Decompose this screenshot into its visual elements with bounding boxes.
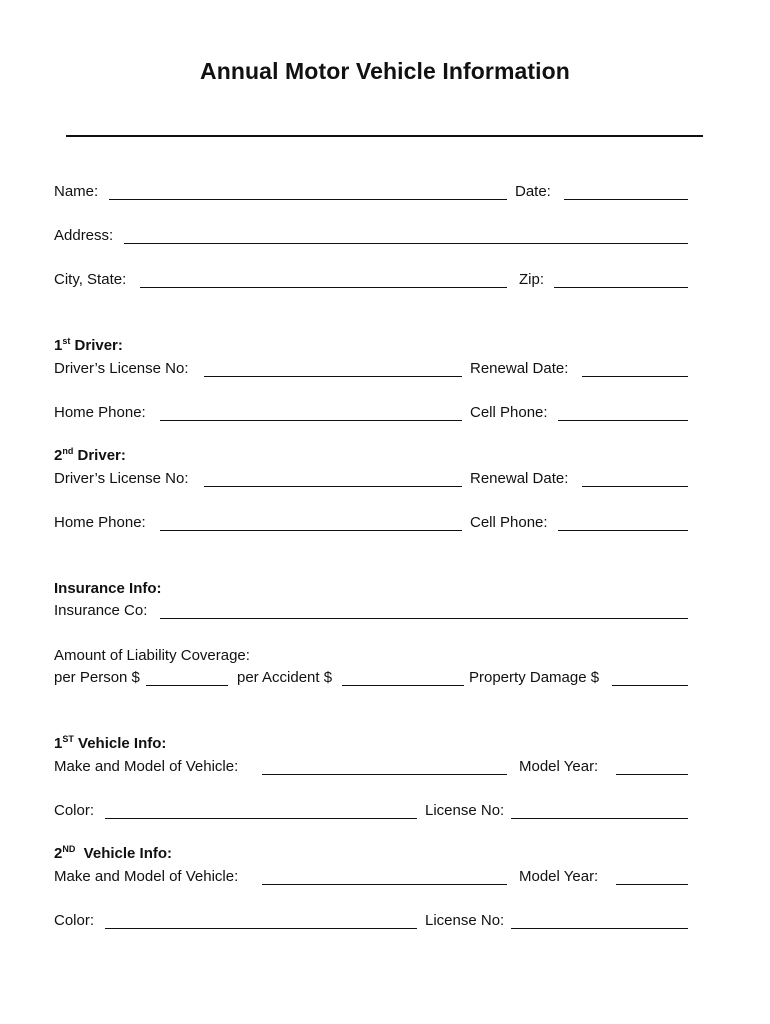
driver2-home-phone-field[interactable] [160,530,462,531]
vehicle2-license-field[interactable] [511,928,688,929]
vehicle2-model-year-label: Model Year: [519,868,599,885]
vehicle2-color-row [54,910,690,932]
vehicle1-color-row [54,800,690,822]
driver2-license-field[interactable] [204,486,462,487]
name-label: Name: [54,183,99,200]
per-person-field[interactable] [146,685,228,686]
vehicle1-license-label: License No: [425,802,505,819]
date-field[interactable] [564,199,688,200]
vehicle2-heading-text: Vehicle Info: [75,845,173,862]
date-label: Date: [515,183,551,200]
driver2-heading [54,445,126,467]
driver1-heading [54,335,123,357]
driver2-renewal-label: Renewal Date: [470,470,569,487]
driver2-heading-suffix: nd [62,446,74,456]
insurance-company-row [54,600,690,622]
driver2-heading-text: Driver: [73,447,126,464]
driver1-renewal-field[interactable] [582,376,688,377]
vehicle2-color-label: Color: [54,912,95,929]
address-label: Address: [54,227,114,244]
insurance-company-field[interactable] [160,618,688,619]
driver1-renewal-label: Renewal Date: [470,360,569,377]
vehicle1-model-year-field[interactable] [616,774,688,775]
per-person-label: per Person $ [54,669,140,686]
driver2-phone-row [54,512,690,534]
vehicle2-heading-suffix: ND [62,844,76,854]
driver2-home-phone-label: Home Phone: [54,514,146,531]
driver2-license-row [54,468,690,490]
name-date-row [54,181,690,203]
liability-label-row [54,645,690,667]
address-field[interactable] [124,243,688,244]
vehicle2-model-year-field[interactable] [616,884,688,885]
vehicle2-color-field[interactable] [105,928,417,929]
vehicle1-license-field[interactable] [511,818,688,819]
per-accident-label: per Accident $ [237,669,333,686]
title-divider [66,135,703,137]
vehicle1-color-label: Color: [54,802,95,819]
property-damage-label: Property Damage $ [469,669,600,686]
driver1-phone-row [54,402,690,424]
vehicle2-make-row [54,866,690,888]
insurance-company-label: Insurance Co: [54,602,148,619]
vehicle2-heading-number: 2 [54,845,63,862]
vehicle2-license-label: License No: [425,912,505,929]
driver2-cell-phone-label: Cell Phone: [470,514,548,531]
vehicle1-make-model-field[interactable] [262,774,507,775]
liability-amounts-row [54,667,690,689]
driver1-license-label: Driver’s License No: [54,360,189,377]
driver1-cell-phone-label: Cell Phone: [470,404,548,421]
driver1-heading-number: 1 [54,337,63,354]
insurance-heading: Insurance Info: [54,580,162,597]
driver1-cell-phone-field[interactable] [558,420,688,421]
city-state-zip-row [54,269,690,291]
vehicle1-model-year-label: Model Year: [519,758,599,775]
property-damage-field[interactable] [612,685,688,686]
driver1-license-field[interactable] [204,376,462,377]
vehicle2-make-model-field[interactable] [262,884,507,885]
vehicle1-heading-text: Vehicle Info: [73,735,167,752]
vehicle1-heading-number: 1 [54,735,63,752]
driver1-heading-text: Driver: [70,337,123,354]
driver2-renewal-field[interactable] [582,486,688,487]
zip-label: Zip: [519,271,545,288]
driver2-license-label: Driver’s License No: [54,470,189,487]
vehicle2-make-model-label: Make and Model of Vehicle: [54,868,239,885]
driver1-license-row [54,358,690,380]
driver1-home-phone-field[interactable] [160,420,462,421]
driver1-home-phone-label: Home Phone: [54,404,146,421]
per-accident-field[interactable] [342,685,464,686]
city-state-label: City, State: [54,271,127,288]
vehicle2-heading [54,843,172,865]
city-state-field[interactable] [140,287,507,288]
page-title: Annual Motor Vehicle Information [200,58,570,84]
vehicle1-make-row [54,756,690,778]
driver2-cell-phone-field[interactable] [558,530,688,531]
driver2-heading-number: 2 [54,447,63,464]
vehicle1-heading [54,733,166,755]
liability-coverage-label: Amount of Liability Coverage: [54,647,250,664]
vehicle1-make-model-label: Make and Model of Vehicle: [54,758,239,775]
driver1-heading-suffix: st [62,336,71,346]
zip-field[interactable] [554,287,688,288]
address-row [54,225,690,247]
vehicle1-color-field[interactable] [105,818,417,819]
vehicle1-heading-suffix: ST [62,734,74,744]
name-field[interactable] [109,199,507,200]
